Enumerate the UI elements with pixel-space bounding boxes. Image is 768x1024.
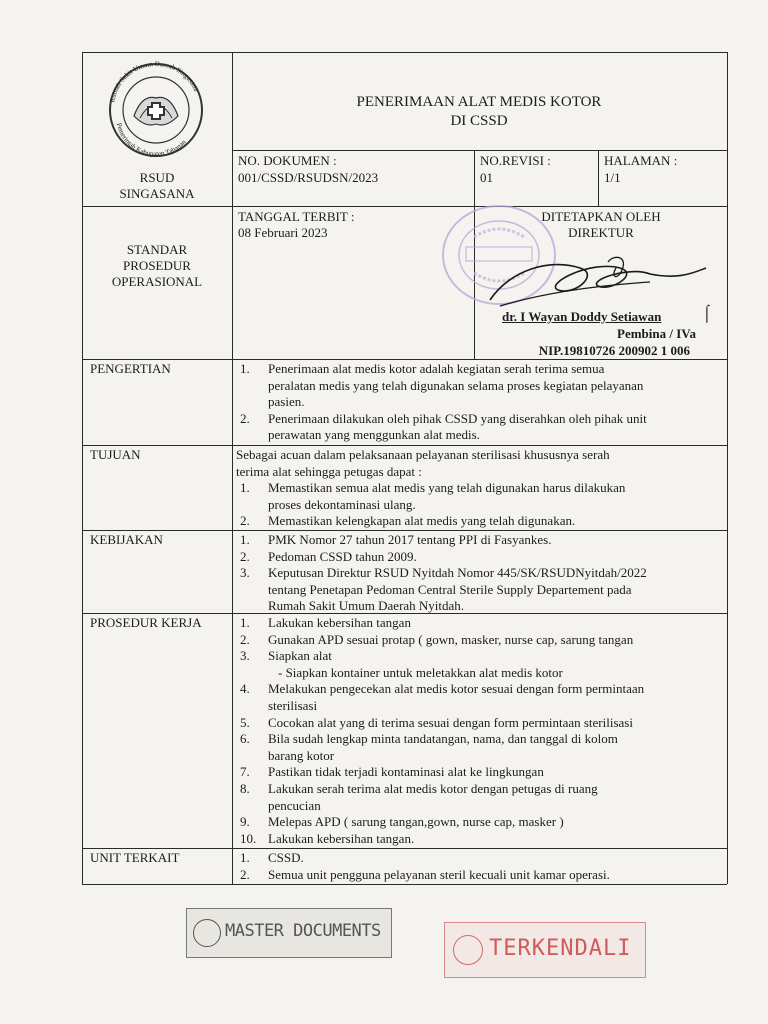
list-text: Pastikan tidak terjadi kontaminasi alat ke lingkungan [268,764,544,780]
list-number: 1. [240,615,250,630]
list-number: 2. [240,548,250,564]
page-label: HALAMAN : [604,153,678,168]
revision-value: 01 [480,170,493,185]
list-number: 3. [240,565,250,580]
page-value: 1/1 [604,170,621,185]
list-text: Cocokan alat yang di terima sesuai dengan form permintaan sterilisasi [268,714,633,730]
list-number: 1. [240,532,250,547]
document-title-line2: DI CSSD [450,113,508,129]
list-number: 1. [240,850,250,865]
list-number: 8. [240,781,250,796]
tujuan-intro-line1: Sebagai acuan dalam pelaksanaan pelayanan sterilisasi khususnya serah [236,447,610,462]
section-label-unit-terkait: UNIT TERKAIT [90,850,180,865]
hospital-seal-icon [96,58,216,158]
list-text: peralatan medis yang telah digunakan selama proses kegiatan pelayanan [268,377,644,393]
tujuan-intro-line2: terima alat sehingga petugas dapat : [236,463,422,479]
divider-pengertian [82,445,727,446]
list-number: 2. [240,513,250,528]
list-number: 10. [240,830,257,846]
list-text: Lakukan serah terima alat medis kotor dengan petugas di ruang [268,781,598,796]
signer-rank: Pembina / IVa [617,326,696,341]
svg-text:Pemerintah Kabupaten Tabanan: Pemerintah Kabupaten Tabanan [114,122,188,158]
list-text: Memastikan semua alat medis yang telah digunakan harus dilakukan [268,480,626,495]
section-label-kebijakan: KEBIJAKAN [90,532,163,547]
list-text: tentang Penetapan Pedoman Central Sterile Supply Departement pada [268,581,632,597]
list-text: sterilisasi [268,698,318,713]
divider-tujuan [82,530,727,531]
list-number: 7. [240,764,250,780]
list-text: barang kotor [268,747,335,763]
section-label-prosedur: PROSEDUR KERJA [90,615,202,630]
hospital-name-line1: RSUD [139,170,175,185]
revision-label: NO.REVISI : [480,153,551,168]
approved-by-line2: DIREKTUR [568,225,634,240]
hospital-name-line2: SINGASANA [119,186,195,201]
list-text: Lakukan kebersihan tangan. [268,830,415,846]
master-documents-stamp [186,908,392,958]
divider-title [232,150,727,151]
list-text: pencucian [268,797,321,813]
approved-by-line1: DITETAPKAN OLEH [541,209,661,224]
column-divider [232,52,233,884]
list-text: Siapkan alat [268,648,332,664]
issued-date-label: TANGGAL TERBIT : [238,209,355,224]
list-text: Keputusan Direktur RSUD Nyitdah Nomor 445/SK/RSUDNyitdah/2022 [268,565,647,580]
list-text: PMK Nomor 27 tahun 2017 tentang PPI di Fasyankes. [268,532,552,547]
signer-initial-mark: ⌠ [702,305,712,322]
divider-sop [82,359,727,360]
divider-prosedur [82,848,727,849]
list-number: 1. [240,361,250,376]
list-text: Penerimaan dilakukan oleh pihak CSSD yang diserahkan oleh pihak unit [268,410,647,426]
table-border-bottom [82,884,727,885]
list-number: 9. [240,814,250,830]
list-text: - Siapkan kontainer untuk meletakkan alat medis kotor [278,664,563,680]
table-border-top [82,52,727,53]
sop-label-line1: STANDAR [126,242,188,257]
list-number: 1. [240,480,250,495]
doc-number-value: 001/CSSD/RSUDSN/2023 [238,170,379,185]
hospital-logo [96,58,216,158]
section-label-tujuan: TUJUAN [90,447,141,462]
divider-revisi-halaman [598,150,599,206]
stamp-seal-icon [193,919,221,947]
master-documents-label: MASTER DOCUMENTS [225,921,381,941]
list-text: Melepas APD ( sarung tangan,gown, nurse cap, masker ) [268,814,564,830]
list-number: 3. [240,648,250,664]
list-text: Rumah Sakit Umum Daerah Nyitdah. [268,598,465,613]
list-text: Bila sudah lengkap minta tandatangan, nama, dan tanggal di kolom [268,731,618,747]
divider-header [82,206,727,207]
terkendali-stamp [444,922,646,978]
list-number: 2. [240,866,250,882]
doc-number-label: NO. DOKUMEN : [238,153,337,168]
stamp-seal-icon [453,935,483,965]
list-number: 2. [240,410,250,426]
list-text: Gunakan APD sesuai protap ( gown, masker, nurse cap, sarung tangan [268,631,634,647]
list-text: proses dekontaminasi ulang. [268,496,416,512]
list-text: Memastikan kelengkapan alat medis yang telah digunakan. [268,513,576,528]
list-number: 5. [240,714,250,730]
list-text: Penerimaan alat medis kotor adalah kegiatan serah terima semua [268,361,605,376]
list-text: pasien. [268,394,305,409]
issued-date-value: 08 Februari 2023 [238,225,328,240]
list-number: 4. [240,681,250,697]
list-number: 2. [240,631,250,647]
terkendali-label: TERKENDALI [489,936,632,961]
document-title-line1: PENERIMAAN ALAT MEDIS KOTOR [356,94,602,110]
list-text: Melakukan pengecekan alat medis kotor sesuai dengan form permintaan [268,681,645,697]
table-border-right [727,52,728,884]
list-number: 6. [240,731,250,747]
section-label-pengertian: PENGERTIAN [90,361,171,376]
sop-label-line3: OPERASIONAL [111,274,203,289]
signer-nip: NIP.19810726 200902 1 006 [538,343,690,358]
signer-name: dr. I Wayan Doddy Setiawan [502,309,662,324]
list-text: Semua unit pengguna pelayanan steril kecuali unit kamar operasi. [268,866,610,882]
list-text: Pedoman CSSD tahun 2009. [268,548,417,564]
sop-label-line2: PROSEDUR [123,258,191,273]
list-text: Lakukan kebersihan tangan [268,615,411,630]
list-text: CSSD. [268,850,304,865]
svg-text:Rumah Sakit Umum Daerah Singas: Rumah Sakit Umum Daerah Singasana [108,59,201,104]
list-text: perawatan yang menggunkan alat medis. [268,427,480,442]
